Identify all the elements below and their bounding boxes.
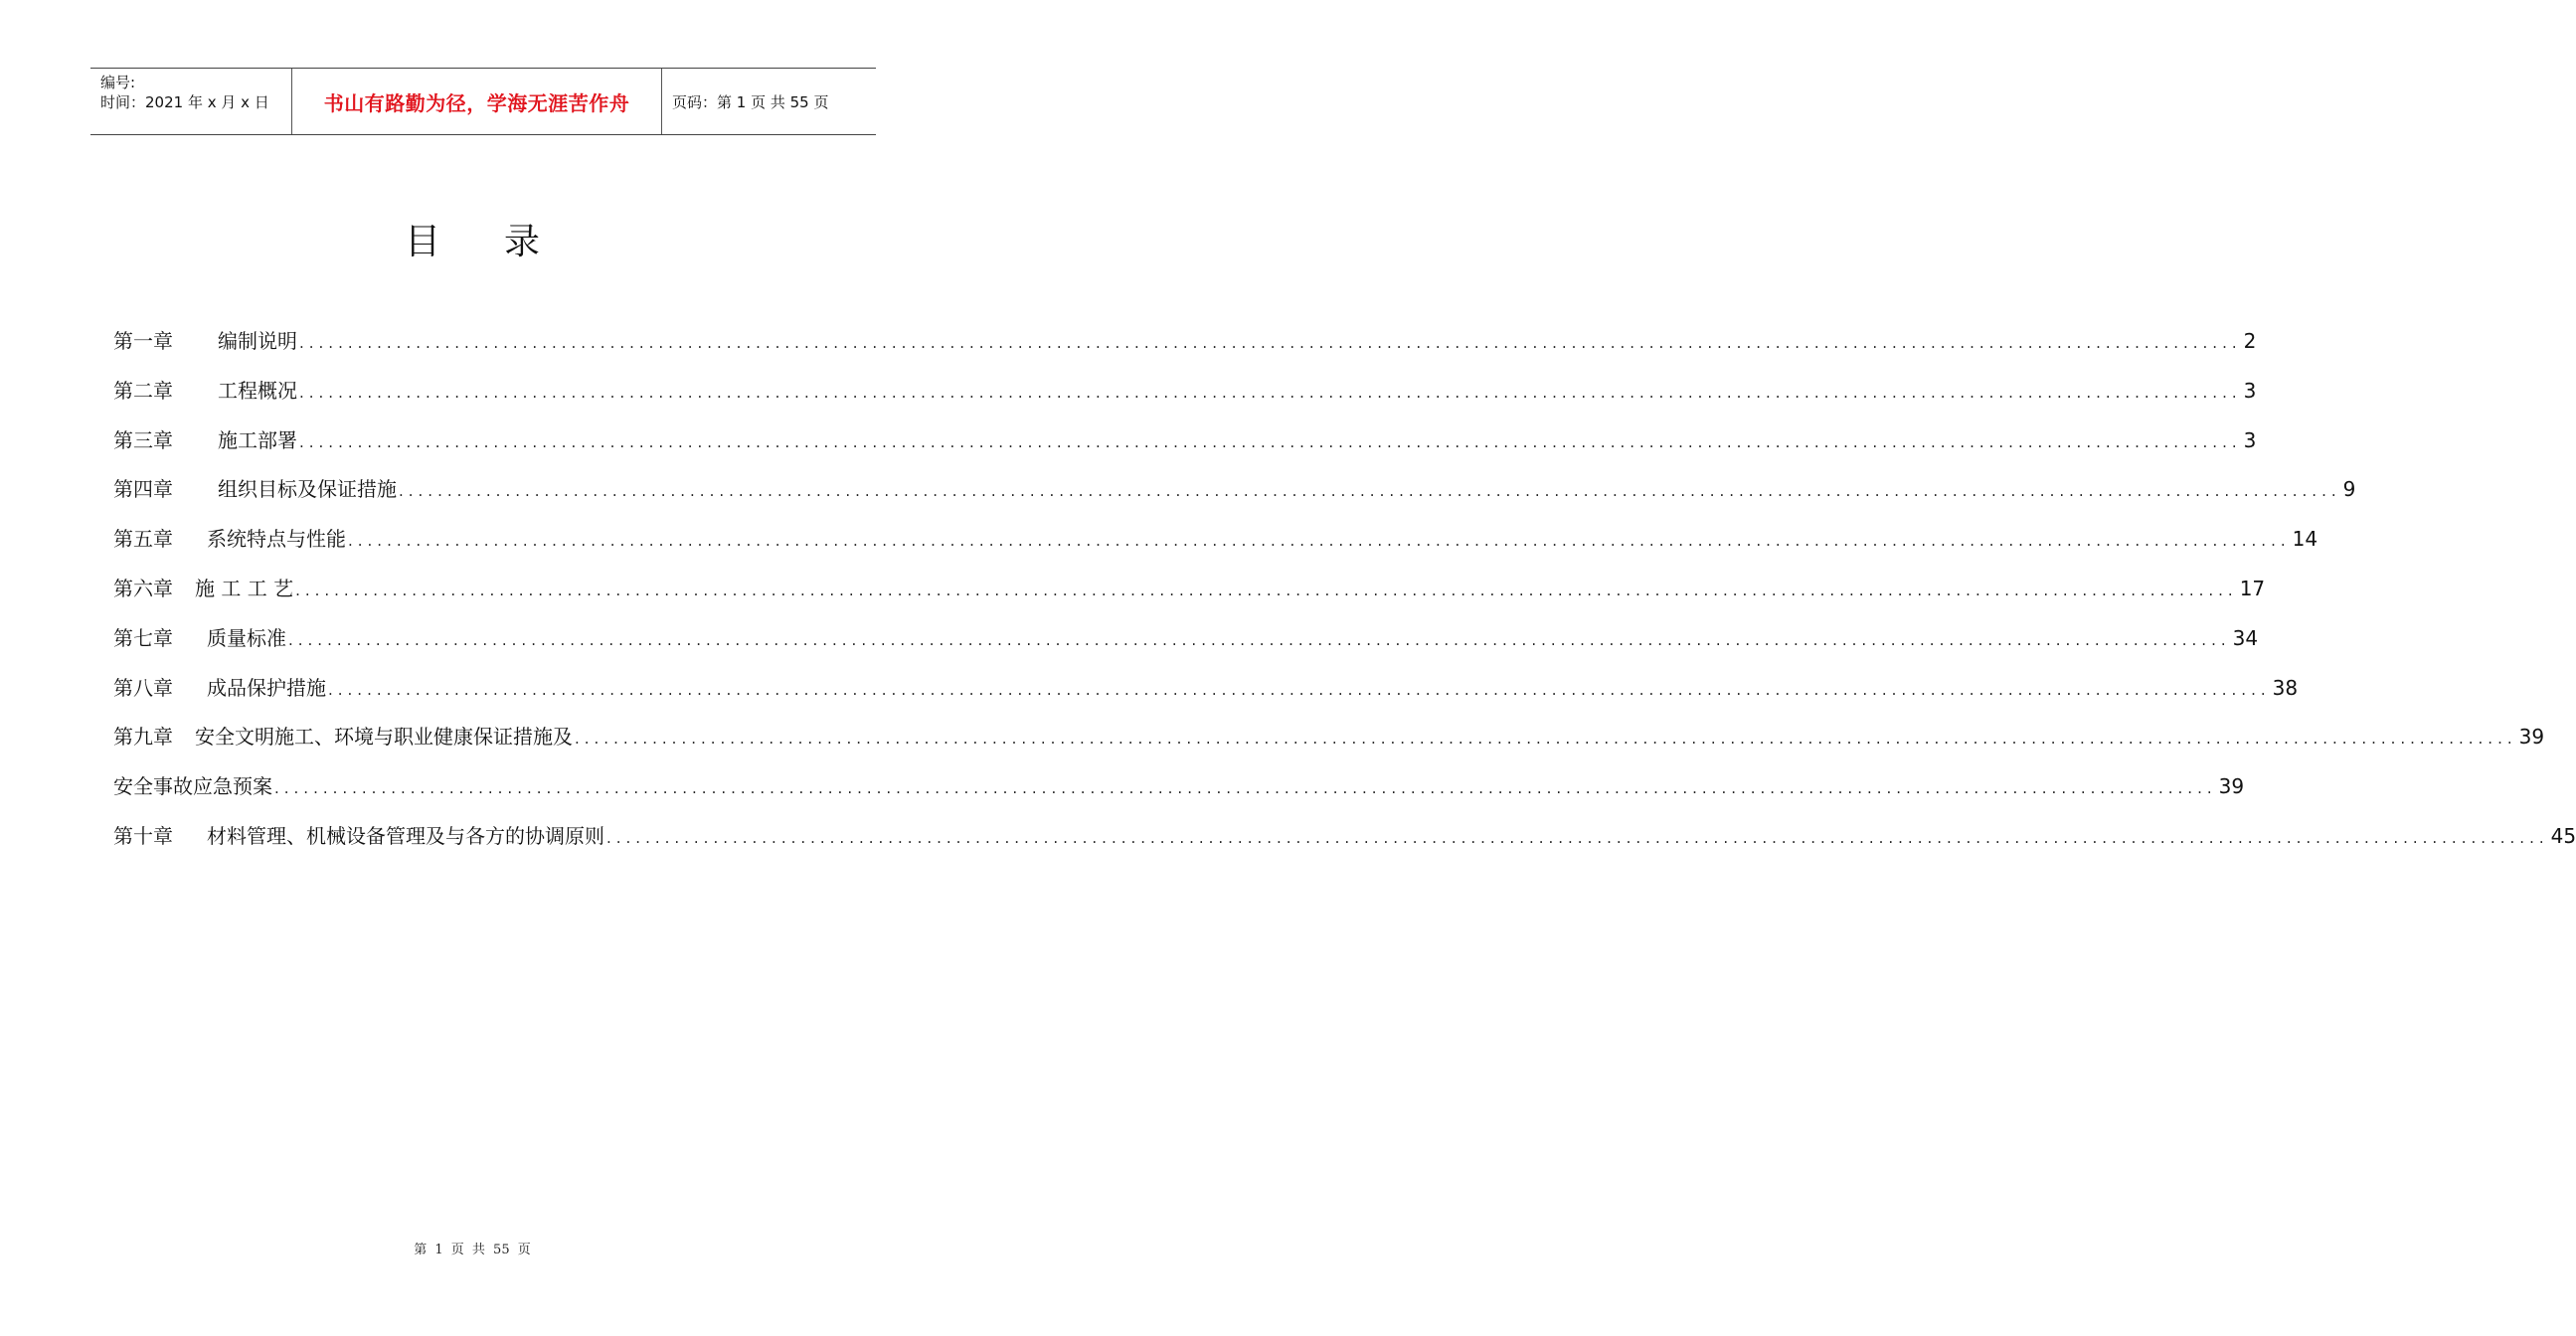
- toc-page-number: 17: [2239, 576, 2266, 600]
- toc-entry[interactable]: [113, 574, 2266, 623]
- toc-chapter-number: 第八章: [113, 675, 173, 700]
- toc-page-number: 34: [2232, 625, 2259, 650]
- toc-leader-dots: ........................................................................................................................................................................................................: [299, 334, 2242, 352]
- toc-leader-dots: ........................................................................................................................................................................................................: [399, 482, 2341, 501]
- time-label: 时间：2021 年 x 月 x 日: [100, 93, 269, 111]
- toc-chapter-number: 第四章: [113, 477, 173, 502]
- toc-page-number: 14: [2292, 527, 2318, 552]
- toc-leader-dots: ........................................................................................................................................................................................................: [295, 581, 2238, 599]
- toc-chapter-number: 第二章: [113, 378, 173, 403]
- table-of-contents: [113, 326, 2576, 871]
- toc-leader-dots: ........................................................................................................................................................................................................: [575, 730, 2517, 749]
- toc-page-number: 2: [2243, 329, 2257, 353]
- toc-chapter-number: 第九章: [113, 725, 173, 750]
- toc-leader-dots: ........................................................................................................................................................................................................: [299, 383, 2242, 402]
- document-title: 目录: [404, 222, 603, 262]
- toc-chapter-title: 安全文明施工、环境与职业健康保证措施及: [195, 725, 573, 750]
- toc-page-number: 9: [2342, 477, 2356, 502]
- toc-entry[interactable]: [113, 673, 2299, 723]
- toc-entry[interactable]: [113, 524, 2318, 574]
- page-footer: 第 1 页 共 55 页: [414, 1243, 531, 1257]
- toc-entry[interactable]: [113, 821, 2576, 871]
- toc-chapter-number: 第五章: [113, 527, 173, 552]
- toc-page-number: 3: [2243, 378, 2257, 403]
- toc-page-number: 45: [2550, 823, 2576, 848]
- toc-entry[interactable]: [113, 376, 2257, 425]
- toc-entry[interactable]: [113, 474, 2356, 524]
- toc-chapter-title: 安全事故应急预案: [113, 774, 272, 799]
- toc-leader-dots: ........................................................................................................................................................................................................: [299, 432, 2242, 451]
- toc-chapter-title: 组织目标及保证措施: [218, 477, 397, 502]
- toc-chapter-title: 施工部署: [218, 427, 297, 452]
- toc-entry[interactable]: [113, 722, 2545, 771]
- toc-chapter-number: 第十章: [113, 823, 173, 848]
- header-page-info: 页码：第 1 页 共 55 页: [672, 92, 829, 111]
- toc-chapter-title: 材料管理、机械设备管理及与各方的协调原则: [207, 823, 604, 848]
- toc-chapter-title: 施 工 工 艺: [195, 576, 294, 600]
- toc-leader-dots: ........................................................................................................................................................................................................: [274, 779, 2217, 798]
- toc-page-number: 38: [2272, 675, 2299, 700]
- toc-chapter-number: 第六章: [113, 576, 173, 600]
- toc-chapter-title: 成品保护措施: [207, 675, 326, 700]
- toc-leader-dots: ........................................................................................................................................................................................................: [328, 680, 2271, 699]
- toc-chapter-number: 第七章: [113, 625, 173, 650]
- header-motto: 书山有路勤为径，学海无涯苦作舟: [291, 69, 662, 134]
- toc-chapter-title: 工程概况: [218, 378, 297, 403]
- page-header: [90, 68, 876, 135]
- toc-entry[interactable]: [113, 425, 2257, 475]
- code-label: 编号:: [100, 74, 136, 91]
- toc-entry[interactable]: [113, 326, 2257, 376]
- toc-entry[interactable]: [113, 771, 2245, 821]
- toc-entry[interactable]: [113, 623, 2259, 673]
- toc-leader-dots: ........................................................................................................................................................................................................: [606, 828, 2549, 847]
- toc-chapter-title: 系统特点与性能: [207, 527, 346, 552]
- toc-leader-dots: ........................................................................................................................................................................................................: [288, 630, 2231, 649]
- toc-chapter-title: 质量标准: [207, 625, 286, 650]
- toc-page-number: 39: [2518, 725, 2545, 750]
- toc-chapter-number: 第三章: [113, 427, 173, 452]
- toc-page-number: 3: [2243, 427, 2257, 452]
- toc-chapter-title: 编制说明: [218, 329, 297, 353]
- toc-page-number: 39: [2218, 774, 2245, 799]
- header-meta: [90, 69, 291, 134]
- toc-leader-dots: ........................................................................................................................................................................................................: [348, 532, 2291, 551]
- toc-chapter-number: 第一章: [113, 329, 173, 353]
